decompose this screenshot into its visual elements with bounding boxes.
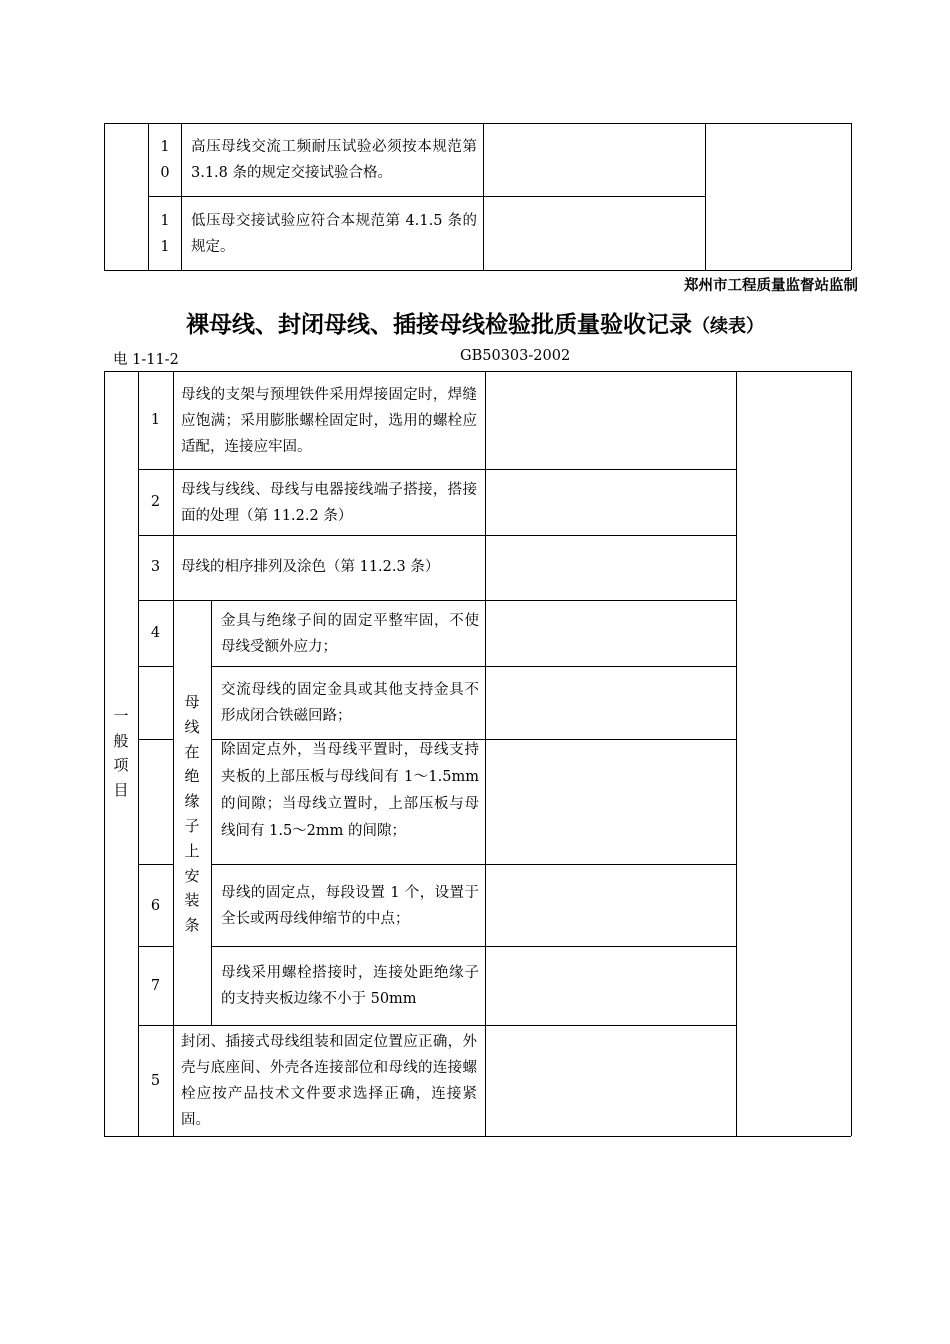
row-5-number: 5 bbox=[150, 1073, 161, 1089]
row-5-text: 封闭、插接式母线组装和固定位置应正确，外壳与底座间、外壳各连接部位和母线的连接螺栓应按产品技术文件要求选择正确，连接紧固。 bbox=[181, 1034, 477, 1128]
group-label-insulator-install: 母线在绝缘子上安装条 bbox=[184, 693, 200, 935]
row-2-text: 母线与线线、母线与电器接线端子搭接，搭接面的处理（第 11.2.2 条） bbox=[181, 482, 477, 524]
top-row-10-text: 高压母线交流工频耐压试验必须按本规范第 3.1.8 条的规定交接试验合格。 bbox=[191, 139, 477, 181]
row-4-text: 金具与绝缘子间的固定平整牢固，不使母线受额外应力； bbox=[221, 613, 479, 655]
form-code: 电 1-11-2 bbox=[113, 352, 179, 368]
category-general-items: 一般项目 bbox=[113, 707, 129, 799]
row-6-number: 6 bbox=[150, 898, 161, 914]
standard-code: GB50303-2002 bbox=[460, 348, 571, 364]
title-main: 裸母线、封闭母线、插接母线检验批质量验收记录 bbox=[186, 312, 692, 338]
row-4c-text: 除固定点外，当母线平置时，母线支持夹板的上部压板与母线间有 1～1.5mm 的间隙；当母线立置时，上部压板与母线间有 1.5～2mm 的间隙； bbox=[221, 742, 479, 839]
title-suffix: （续表） bbox=[692, 316, 764, 337]
row-4-number: 4 bbox=[150, 625, 161, 641]
top-row-11-number: 11 bbox=[160, 213, 170, 255]
row-4b-text: 交流母线的固定金具或其他支持金具不形成闭合铁磁回路； bbox=[221, 682, 479, 724]
row-7-number: 7 bbox=[150, 978, 161, 994]
top-row-10-number: 10 bbox=[160, 139, 170, 181]
top-row-11-text: 低压母交接试验应符合本规范第 4.1.5 条的规定。 bbox=[191, 213, 477, 255]
row-1-number: 1 bbox=[150, 412, 161, 428]
row-2-number: 2 bbox=[150, 494, 161, 510]
row-6-text: 母线的固定点，每段设置 1 个，设置于全长或两母线伸缩节的中点； bbox=[221, 885, 479, 927]
row-3-number: 3 bbox=[150, 559, 161, 575]
row-1-text: 母线的支架与预埋铁件采用焊接固定时，焊缝应饱满；采用膨胀螺栓固定时，选用的螺栓应适配，连接应牢固。 bbox=[181, 387, 477, 455]
supervisor-label: 郑州市工程质量监督站监制 bbox=[684, 278, 858, 294]
row-7-text: 母线采用螺栓搭接时，连接处距绝缘子的支持夹板边缘不小于 50mm bbox=[221, 965, 479, 1007]
page-title bbox=[0, 306, 950, 339]
row-3-text: 母线的相序排列及涂色（第 11.2.3 条） bbox=[181, 559, 440, 575]
